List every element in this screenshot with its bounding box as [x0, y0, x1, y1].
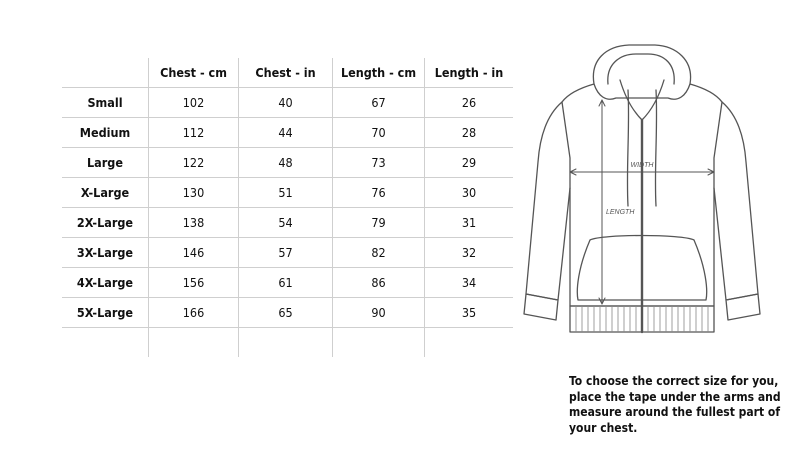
size-cell: 4X-Large — [62, 268, 149, 298]
left-cuff — [524, 294, 558, 320]
length-in-cell: 35 — [425, 298, 514, 328]
length-in-cell: 31 — [425, 208, 514, 238]
length-cm-cell: 90 — [333, 298, 425, 328]
size-cell: Medium — [62, 118, 149, 148]
length-cm-cell: 79 — [333, 208, 425, 238]
measuring-instructions: To choose the correct size for you, place the tape under the arms and measure around the fullest part of your chest. — [569, 374, 781, 435]
size-cell: X-Large — [62, 178, 149, 208]
table-row — [62, 148, 513, 178]
chest-cm-cell: 102 — [149, 88, 239, 118]
chest-cm-cell: 112 — [149, 118, 239, 148]
width-label: WIDTH — [630, 162, 654, 169]
length-cm-cell: 67 — [333, 88, 425, 118]
chest-in-cell: 40 — [239, 88, 333, 118]
chest-cm-cell: 156 — [149, 268, 239, 298]
chest-in-cell — [239, 328, 333, 358]
chest-in-cell: 57 — [239, 238, 333, 268]
collar — [620, 80, 664, 120]
column-header-length-cm: Length - cm — [333, 58, 425, 88]
right-drawstring — [655, 90, 656, 206]
size-cell: Small — [62, 88, 149, 118]
chest-in-cell: 44 — [239, 118, 333, 148]
table-row — [62, 208, 513, 238]
hoodie-measurement-diagram — [510, 38, 780, 348]
chest-cm-cell: 146 — [149, 238, 239, 268]
column-header-size — [62, 58, 149, 88]
left-drawstring — [627, 90, 628, 206]
chest-in-cell: 51 — [239, 178, 333, 208]
length-in-cell: 30 — [425, 178, 514, 208]
chest-cm-cell: 166 — [149, 298, 239, 328]
length-cm-cell: 82 — [333, 238, 425, 268]
length-in-cell: 32 — [425, 238, 514, 268]
size-cell: 3X-Large — [62, 238, 149, 268]
length-label: LENGTH — [606, 209, 635, 216]
length-in-cell: 28 — [425, 118, 514, 148]
size-chart-table — [62, 58, 513, 357]
column-header-length-in: Length - in — [425, 58, 514, 88]
length-in-cell: 26 — [425, 88, 514, 118]
table-row — [62, 88, 513, 118]
size-cell: 2X-Large — [62, 208, 149, 238]
table-header-row — [62, 58, 513, 88]
table-row — [62, 298, 513, 328]
chest-cm-cell: 122 — [149, 148, 239, 178]
column-header-chest-in: Chest - in — [239, 58, 333, 88]
chest-in-cell: 54 — [239, 208, 333, 238]
chest-cm-cell: 138 — [149, 208, 239, 238]
length-in-cell — [425, 328, 514, 358]
length-cm-cell: 73 — [333, 148, 425, 178]
size-cell — [62, 328, 149, 358]
table-row-empty — [62, 328, 513, 358]
length-cm-cell: 86 — [333, 268, 425, 298]
size-cell: Large — [62, 148, 149, 178]
table-row — [62, 178, 513, 208]
chest-in-cell: 61 — [239, 268, 333, 298]
chest-in-cell: 48 — [239, 148, 333, 178]
chest-in-cell: 65 — [239, 298, 333, 328]
size-cell: 5X-Large — [62, 298, 149, 328]
length-cm-cell: 76 — [333, 178, 425, 208]
table-row — [62, 268, 513, 298]
column-header-chest-cm: Chest - cm — [149, 58, 239, 88]
table-row — [62, 118, 513, 148]
length-cm-cell — [333, 328, 425, 358]
right-cuff — [726, 294, 760, 320]
length-in-cell: 34 — [425, 268, 514, 298]
hood-outline — [593, 45, 690, 99]
chest-cm-cell — [149, 328, 239, 358]
table-row — [62, 238, 513, 268]
chest-cm-cell: 130 — [149, 178, 239, 208]
length-in-cell: 29 — [425, 148, 514, 178]
length-cm-cell: 70 — [333, 118, 425, 148]
left-sleeve — [526, 102, 570, 300]
right-sleeve — [714, 102, 758, 300]
